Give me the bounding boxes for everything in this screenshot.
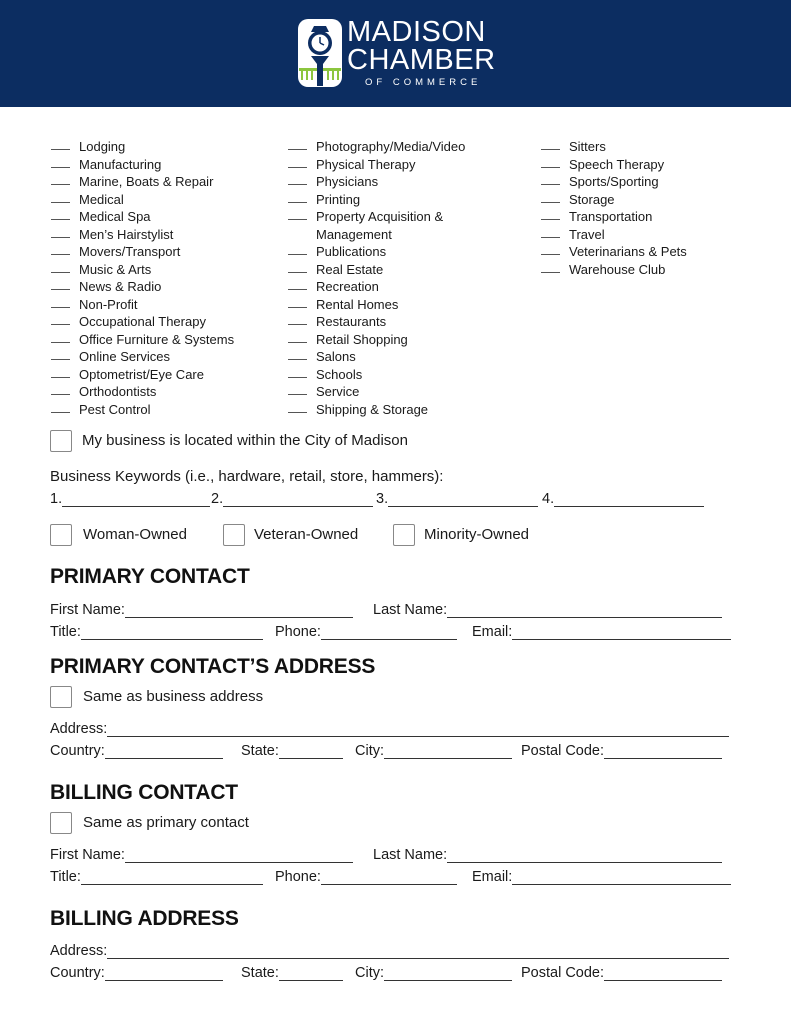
billing-address-field[interactable]: [50, 941, 729, 959]
category-blank-line[interactable]: [541, 173, 560, 185]
category-blank-line[interactable]: [51, 296, 70, 308]
category-blank-line[interactable]: [288, 348, 307, 360]
category-blank-line[interactable]: [51, 278, 70, 290]
category-label: News & Radio: [79, 279, 162, 294]
category-blank-line[interactable]: [51, 191, 70, 203]
primary-country-label: Country:: [50, 743, 105, 759]
category-item[interactable]: [541, 208, 687, 226]
category-blank-line[interactable]: [288, 313, 307, 325]
category-blank-line[interactable]: [541, 191, 560, 203]
category-item[interactable]: [288, 138, 465, 156]
category-column-3: [541, 138, 687, 278]
category-item[interactable]: [288, 366, 465, 384]
category-label: Manufacturing: [79, 156, 162, 172]
woman-owned-label: Woman-Owned: [83, 526, 187, 543]
category-item[interactable]: [288, 173, 465, 191]
primary-address-field[interactable]: [50, 719, 729, 737]
category-blank-line[interactable]: [51, 331, 70, 343]
category-item[interactable]: [288, 278, 465, 296]
header-banner: [0, 0, 791, 107]
category-item[interactable]: [51, 366, 234, 384]
logo-title-chamber: CHAMBER: [347, 44, 496, 76]
category-label: Transportation: [569, 209, 653, 224]
logo-text: [347, 18, 496, 88]
category-column-1: [51, 138, 234, 418]
clock-tower-icon: [297, 18, 343, 88]
category-item[interactable]: [51, 191, 234, 209]
category-label: Printing: [316, 191, 361, 207]
category-blank-line[interactable]: [51, 243, 70, 255]
billing-address-heading: BILLING ADDRESS: [50, 907, 239, 930]
category-item[interactable]: [51, 331, 234, 349]
primary-first-name-label: First Name:: [50, 602, 125, 618]
category-blank-line[interactable]: [541, 208, 560, 220]
category-blank-line[interactable]: [51, 348, 70, 360]
category-item[interactable]: [288, 383, 465, 401]
category-blank-line[interactable]: [288, 366, 307, 378]
category-blank-line[interactable]: [541, 261, 560, 273]
category-item[interactable]: [541, 173, 687, 191]
category-label: Physical Therapy: [316, 156, 416, 172]
category-blank-line[interactable]: [51, 208, 70, 220]
keyword-number-2: 2.: [211, 491, 224, 507]
category-item[interactable]: [51, 261, 234, 279]
category-label: Warehouse Club: [569, 261, 666, 277]
keyword-field-4[interactable]: [542, 489, 704, 507]
same-as-primary-checkbox[interactable]: [50, 812, 72, 834]
primary-city-field[interactable]: [355, 741, 512, 759]
keywords-label: Business Keywords (i.e., hardware, retail, store, hammers):: [50, 468, 444, 485]
category-label: Rental Homes: [316, 296, 399, 312]
category-item[interactable]: [288, 348, 465, 366]
billing-first-name-field[interactable]: [50, 845, 353, 863]
category-label: Marine, Boats & Repair: [79, 174, 214, 189]
category-label: Physicians: [316, 174, 379, 189]
category-label: Men’s Hairstylist: [79, 226, 174, 242]
category-item[interactable]: [288, 156, 465, 174]
category-item[interactable]: [51, 383, 234, 401]
same-as-primary-label: Same as primary contact: [83, 814, 249, 831]
category-blank-line[interactable]: [288, 278, 307, 290]
category-label: Schools: [316, 366, 363, 382]
category-blank-line[interactable]: [51, 138, 70, 150]
category-blank-line[interactable]: [51, 313, 70, 325]
category-label: Restaurants: [316, 314, 387, 329]
billing-phone-field[interactable]: [275, 867, 457, 885]
category-blank-line[interactable]: [51, 261, 70, 273]
category-label: Music & Arts: [79, 261, 152, 277]
primary-phone-label: Phone:: [275, 624, 321, 640]
billing-contact-heading: BILLING CONTACT: [50, 781, 238, 804]
category-blank-line[interactable]: [51, 156, 70, 168]
category-label: Optometrist/Eye Care: [79, 366, 204, 382]
keyword-number-3: 3.: [376, 491, 389, 507]
billing-email-label: Email:: [472, 869, 513, 885]
category-item[interactable]: [51, 296, 234, 314]
category-item[interactable]: [541, 191, 687, 209]
category-blank-line[interactable]: [288, 173, 307, 185]
category-item[interactable]: [51, 156, 234, 174]
category-item[interactable]: [288, 313, 465, 331]
category-item[interactable]: [288, 296, 465, 314]
primary-last-name-field[interactable]: [373, 600, 722, 618]
billing-last-name-label: Last Name:: [373, 847, 448, 863]
category-blank-line[interactable]: [288, 243, 307, 255]
keyword-field-1[interactable]: [50, 489, 210, 507]
keyword-field-3[interactable]: [376, 489, 538, 507]
category-item[interactable]: [51, 173, 234, 191]
category-label: Movers/Transport: [79, 244, 181, 259]
primary-last-name-label: Last Name:: [373, 602, 448, 618]
primary-state-field[interactable]: [241, 741, 343, 759]
category-item[interactable]: [51, 226, 234, 244]
category-blank-line[interactable]: [288, 296, 307, 308]
category-item[interactable]: [51, 313, 234, 331]
category-item[interactable]: [51, 401, 234, 419]
billing-country-field[interactable]: [50, 963, 223, 981]
primary-state-label: State:: [241, 743, 279, 759]
category-item[interactable]: [288, 401, 465, 419]
billing-title-field[interactable]: [50, 867, 263, 885]
category-label: Real Estate: [316, 261, 384, 277]
primary-address-label: Address:: [50, 721, 108, 737]
same-as-business-checkbox[interactable]: [50, 686, 72, 708]
category-blank-line[interactable]: [51, 383, 70, 395]
woman-owned-checkbox[interactable]: [50, 524, 72, 546]
same-as-business-label: Same as business address: [83, 688, 264, 705]
category-blank-line[interactable]: [51, 173, 70, 185]
category-label: Speech Therapy: [569, 156, 665, 172]
category-label-continuation: [288, 226, 465, 244]
location-checkbox-label: My business is located within the City of Madison: [82, 432, 408, 449]
category-item[interactable]: [51, 138, 234, 156]
veteran-owned-checkbox[interactable]: [223, 524, 245, 546]
primary-city-label: City:: [355, 743, 384, 759]
billing-city-field[interactable]: [355, 963, 512, 981]
billing-postal-label: Postal Code:: [521, 965, 605, 981]
category-blank-line[interactable]: [288, 261, 307, 273]
category-blank-line[interactable]: [541, 226, 560, 238]
category-blank-line[interactable]: [288, 383, 307, 395]
category-item[interactable]: [288, 261, 465, 279]
category-label: Property Acquisition &: [316, 209, 444, 224]
primary-address-heading: PRIMARY CONTACT’S ADDRESS: [50, 655, 376, 678]
primary-country-field[interactable]: [50, 741, 223, 759]
category-blank-line: [288, 226, 307, 237]
minority-owned-checkbox[interactable]: [393, 524, 415, 546]
category-label: Medical Spa: [79, 209, 151, 224]
category-item[interactable]: [541, 226, 687, 244]
category-label: Pest Control: [79, 401, 151, 417]
category-blank-line[interactable]: [288, 156, 307, 168]
primary-contact-heading: PRIMARY CONTACT: [50, 565, 250, 588]
category-label: Salons: [316, 349, 356, 364]
category-blank-line[interactable]: [288, 331, 307, 343]
primary-title-label: Title:: [50, 624, 81, 640]
primary-title-field[interactable]: [50, 622, 263, 640]
category-label: Sitters: [569, 139, 606, 154]
category-label: Medical: [79, 191, 124, 207]
billing-phone-label: Phone:: [275, 869, 321, 885]
category-item[interactable]: [541, 261, 687, 279]
category-blank-line[interactable]: [541, 156, 560, 168]
category-item[interactable]: [51, 278, 234, 296]
billing-address-label: Address:: [50, 943, 108, 959]
primary-postal-label: Postal Code:: [521, 743, 605, 759]
category-label: Publications: [316, 244, 387, 259]
category-label: Non-Profit: [79, 296, 138, 312]
category-item[interactable]: [288, 331, 465, 349]
category-item[interactable]: [541, 156, 687, 174]
category-item[interactable]: [288, 243, 465, 261]
category-blank-line[interactable]: [288, 208, 307, 220]
category-label: Office Furniture & Systems: [79, 331, 235, 347]
category-item[interactable]: [51, 243, 234, 261]
category-label: Storage: [569, 191, 615, 207]
primary-postal-field[interactable]: [521, 741, 722, 759]
primary-email-label: Email:: [472, 624, 513, 640]
billing-title-label: Title:: [50, 869, 81, 885]
logo-title-madison: MADISON: [347, 16, 486, 48]
category-label: Lodging: [79, 139, 126, 154]
category-blank-line[interactable]: [541, 138, 560, 150]
category-blank-line[interactable]: [288, 401, 307, 413]
primary-email-field[interactable]: [472, 622, 731, 640]
category-item[interactable]: [51, 208, 234, 226]
category-label: Veterinarians & Pets: [569, 244, 687, 259]
billing-country-label: Country:: [50, 965, 105, 981]
billing-last-name-field[interactable]: [373, 845, 722, 863]
category-label: Travel: [569, 226, 605, 242]
primary-phone-field[interactable]: [275, 622, 457, 640]
category-label: Management: [316, 226, 392, 242]
keyword-number-4: 4.: [542, 491, 555, 507]
category-label: Service: [316, 384, 360, 399]
category-item[interactable]: [541, 138, 687, 156]
veteran-owned-label: Veteran-Owned: [254, 526, 359, 543]
category-label: Shipping & Storage: [316, 401, 429, 417]
primary-first-name-field[interactable]: [50, 600, 353, 618]
category-item[interactable]: [288, 191, 465, 209]
category-blank-line[interactable]: [541, 243, 560, 255]
category-label: Sports/Sporting: [569, 174, 659, 189]
billing-email-field[interactable]: [472, 867, 731, 885]
billing-state-field[interactable]: [241, 963, 343, 981]
minority-owned-label: Minority-Owned: [424, 526, 530, 543]
category-label: Orthodontists: [79, 384, 157, 399]
billing-city-label: City:: [355, 965, 384, 981]
category-label: Online Services: [79, 349, 171, 364]
category-blank-line[interactable]: [51, 366, 70, 378]
category-label: Occupational Therapy: [79, 314, 206, 329]
location-checkbox[interactable]: [50, 430, 72, 452]
billing-first-name-label: First Name:: [50, 847, 125, 863]
keyword-number-1: 1.: [50, 491, 63, 507]
billing-postal-field[interactable]: [521, 963, 722, 981]
category-blank-line[interactable]: [51, 401, 70, 413]
category-label: Recreation: [316, 279, 379, 294]
category-label: Retail Shopping: [316, 331, 408, 347]
category-blank-line[interactable]: [288, 191, 307, 203]
billing-state-label: State:: [241, 965, 279, 981]
category-item[interactable]: [51, 348, 234, 366]
logo-subtitle: OF COMMERCE: [365, 77, 482, 88]
category-column-2: [288, 138, 465, 418]
category-item[interactable]: [541, 243, 687, 261]
category-blank-line[interactable]: [51, 226, 70, 238]
category-item[interactable]: [288, 208, 465, 226]
category-label: Photography/Media/Video: [316, 139, 466, 154]
keyword-field-2[interactable]: [211, 489, 373, 507]
category-blank-line[interactable]: [288, 138, 307, 150]
